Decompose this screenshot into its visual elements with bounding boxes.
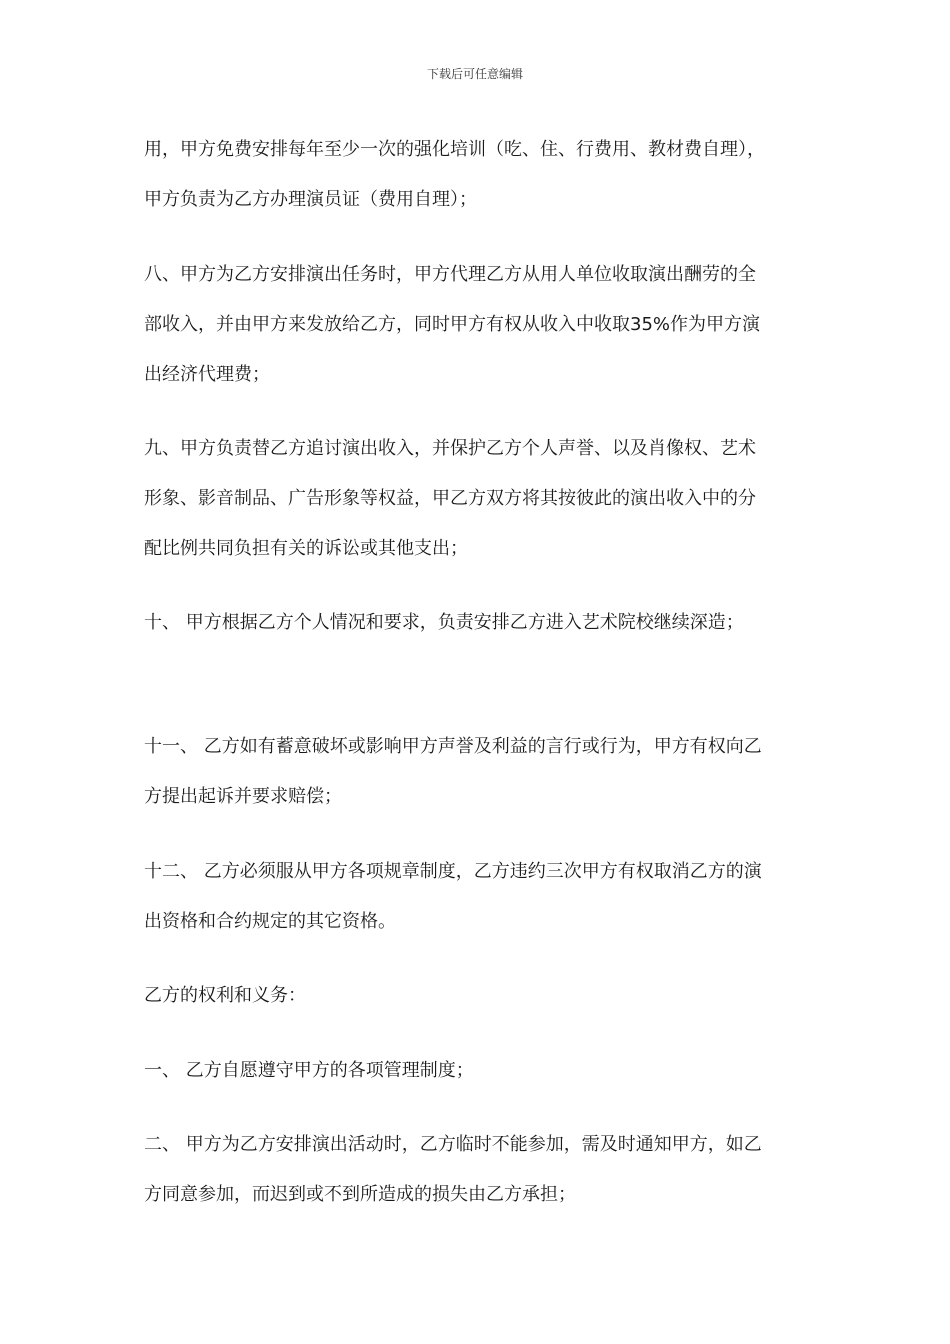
page-header: 下载后可任意编辑: [426, 67, 523, 81]
text-line: 方同意参加，而迟到或不到所造成的损失由乙方承担；: [144, 1184, 576, 1205]
text-line: 九、甲方负责替乙方追讨演出收入，并保护乙方个人声誉、以及肖像权、艺术: [144, 438, 756, 459]
text-line: 用，甲方免费安排每年至少一次的强化培训（吃、住、行费用、教材费自理），: [144, 139, 765, 160]
text-line: 十一、 乙方如有蓄意破坏或影响甲方声誉及利益的言行或行为，甲方有权向乙: [144, 736, 762, 757]
text-line: 十二、 乙方必须服从甲方各项规章制度，乙方违约三次甲方有权取消乙方的演: [144, 861, 762, 882]
text-line: 出资格和合约规定的其它资格。: [144, 911, 396, 932]
section-heading: 乙方的权利和义务：: [144, 985, 306, 1006]
text-line: 甲方负责为乙方办理演员证（费用自理）；: [144, 189, 477, 210]
text-line: 形象、影音制品、广告形象等权益，甲乙方双方将其按彼此的演出收入中的分: [144, 488, 756, 509]
text-line: 十、 甲方根据乙方个人情况和要求，负责安排乙方进入艺术院校继续深造；: [144, 612, 744, 633]
text-line: 方提出起诉并要求赔偿；: [144, 786, 342, 807]
text-line: 部收入，并由甲方来发放给乙方，同时甲方有权从收入中收取35%作为甲方演: [144, 314, 761, 335]
text-line: 一、 乙方自愿遵守甲方的各项管理制度；: [144, 1060, 474, 1081]
text-line: 出经济代理费；: [144, 364, 270, 385]
text-line: 二、 甲方为乙方安排演出活动时，乙方临时不能参加，需及时通知甲方，如乙: [144, 1134, 762, 1155]
text-line: 八、甲方为乙方安排演出任务时，甲方代理乙方从用人单位收取演出酬劳的全: [144, 264, 756, 285]
text-line: 配比例共同负担有关的诉讼或其他支出；: [144, 538, 468, 559]
